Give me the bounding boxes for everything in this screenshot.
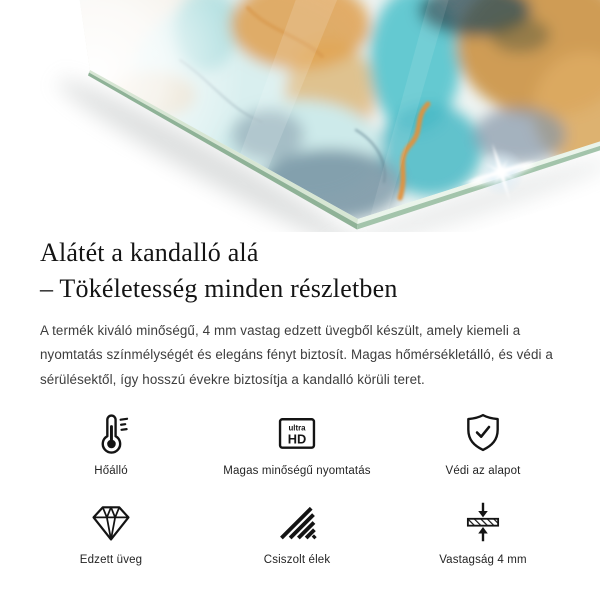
svg-text:HD: HD [287, 431, 307, 447]
svg-text:ultra: ultra [288, 423, 306, 433]
product-image [0, 0, 600, 232]
feature-label: Hőálló [94, 464, 128, 477]
polished-edges-icon [275, 499, 319, 545]
feature-label: Edzett üveg [79, 553, 143, 566]
thickness-arrows-icon [461, 499, 505, 545]
feature-label: Védi az alapot [445, 464, 521, 477]
product-description: A termék kiváló minőségű, 4 mm vastag edzett üvegből készült, amely kiemeli a nyomtatás színmélységét és elegáns fényt biztosít. Magas hőmérsékletálló, és védi a sérülésektől, így hosszú évekre biztosítja a kandalló körüli teret. [40, 322, 553, 387]
page-title-line1: Alátét a kandalló alá [40, 238, 259, 267]
feature-print-quality [223, 410, 370, 477]
feature-heat-resistant [89, 410, 133, 477]
diamond-icon [89, 499, 133, 545]
page-title-line2: – Tökéletesség minden részletben [40, 273, 398, 303]
feature-label: Magas minőségű nyomtatás [223, 464, 371, 477]
feature-label: Csiszolt élek [263, 553, 331, 566]
feature-polished-edges [264, 499, 331, 566]
feature-label: Vastagság 4 mm [439, 553, 527, 566]
feature-protects-base [446, 410, 521, 477]
feature-thickness [439, 499, 527, 566]
feature-grid [18, 410, 576, 566]
ultra-hd-icon [275, 410, 319, 456]
feature-tempered-glass [80, 499, 142, 566]
page-title [40, 235, 560, 307]
thermometer-icon [89, 410, 133, 456]
glass-panel-illustration [0, 0, 600, 232]
shield-check-icon [461, 410, 505, 456]
